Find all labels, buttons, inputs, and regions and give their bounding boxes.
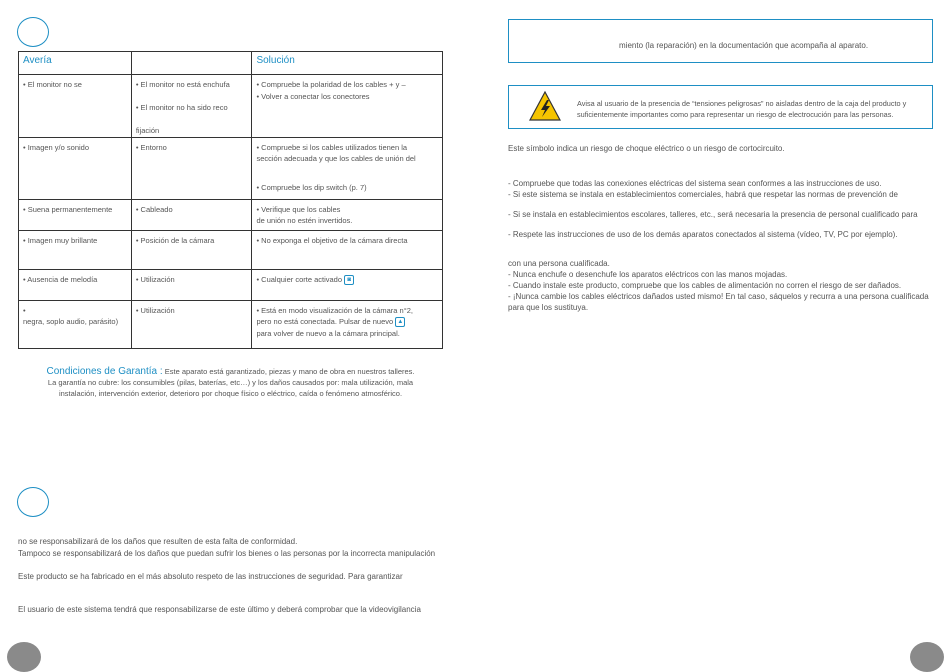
fault-cell: [19, 199, 132, 230]
warranty-title: Condiciones de Garantía :: [46, 366, 163, 377]
warranty-line-2: La garantía no cubre: los consumibles (pilas, baterías, etc…) y los daños causados por: mala utilización, mala: [47, 378, 414, 387]
header-cause: [131, 52, 252, 75]
list-item: - Respete las instrucciones de uso de los demás aparatos conectados al sistema (vídeo, TV, PC por ejemplo).: [508, 230, 898, 239]
symbol-explanation: Este símbolo indica un riesgo de choque eléctrico o un riesgo de cortocircuito.: [508, 144, 785, 153]
camera-cycle-icon: ▲: [395, 317, 405, 327]
cell-line: • Compruebe la polaridad de los cables + y –: [256, 80, 406, 89]
cell-line: • El monitor no está enchufa: [135, 80, 230, 89]
fault-cell: [19, 137, 132, 199]
solution-cell: [252, 199, 443, 230]
solution-cell: [252, 75, 443, 138]
cell-line: • Imagen y/o sonido: [23, 142, 89, 152]
list-item: - Cuando instale este producto, compruebe que los cables de alimentación no corren el riesgo de ser dañados.: [508, 281, 902, 290]
cell-line: • Cableado: [135, 204, 173, 214]
danger-voltage-box: [508, 85, 933, 129]
page-corner-dot-left: [7, 642, 41, 672]
camera-icon: ◙: [344, 275, 354, 285]
solution-cell: [252, 230, 443, 269]
cell-line: • Imagen muy brillante: [23, 235, 98, 245]
cell-line: •: [23, 305, 26, 315]
list-item: - Si se instala en establecimientos escolares, talleres, etc., será necesaria la presencia de personal cualificado para: [508, 210, 918, 219]
warranty-line-1: [18, 366, 443, 377]
section-marker-circle-top: [17, 17, 49, 47]
cell-line: de unión no estén invertidos.: [256, 216, 353, 225]
table-row: [19, 300, 443, 348]
table-row: [19, 230, 443, 269]
cell-line: • Volver a conectar los conectores: [256, 91, 370, 101]
solution-cell: [252, 137, 443, 199]
table-row: [19, 75, 443, 138]
cell-line: • Compruebe los dip switch (p. 7): [256, 182, 367, 192]
user-responsibility-line: El usuario de este sistema tendrá que responsabilizarse de este último y deberá comprobar que la videovigilancia: [18, 605, 421, 614]
list-item: para que los sustituya.: [508, 303, 589, 312]
solution-cell: [252, 300, 443, 348]
cell-line: • El monitor no se: [23, 80, 82, 89]
fault-cell: [19, 75, 132, 138]
cell-line: • Verifique que los cables: [256, 204, 341, 214]
warranty-block: [18, 366, 443, 399]
cell-line: • No exponga el objetivo de la cámara directa: [256, 235, 408, 245]
cell-line: • Ausencia de melodía: [23, 274, 98, 284]
responsibility-line-1: no se responsabilizará de los daños que resulten de esta falta de conformidad.: [18, 537, 298, 546]
cause-cell: [131, 300, 252, 348]
cell-line: • Utilización: [135, 305, 175, 315]
cause-cell: [131, 75, 252, 138]
cause-cell: [131, 230, 252, 269]
responsibility-line-2: Tampoco se responsabilizará de los daños que puedan sufrir los bienes o las personas por la incorrecta manipulación: [18, 549, 436, 558]
cause-cell: [131, 137, 252, 199]
table-row: [19, 137, 443, 199]
list-item: - ¡Nunca cambie los cables eléctricos dañados usted mismo! En tal caso, sáquelos y recurra a una persona cualificada: [508, 292, 929, 301]
list-item: - Nunca enchufe o desenchufe los aparatos eléctricos con las manos mojadas.: [508, 270, 788, 279]
danger-voltage-line-2: suficientemente importantes como para representar un riesgo de electrocución para las personas.: [577, 110, 894, 119]
page-corner-dot-right: [910, 642, 944, 672]
danger-voltage-line-1: Avisa al usuario de la presencia de “tensiones peligrosas” no aisladas dentro de la caja del producto y: [577, 99, 907, 108]
cell-line: sección adecuada y que los cables de unión del: [256, 154, 416, 163]
safety-line: Este producto se ha fabricado en el más absoluto respeto de las instrucciones de seguridad. Para garantizar: [18, 572, 403, 581]
cause-cell: [131, 269, 252, 300]
repair-notice-box: [508, 19, 933, 63]
section-marker-circle-bottom: [17, 487, 49, 517]
solution-cell: [252, 269, 443, 300]
cell-line: • Posición de la cámara: [135, 235, 215, 245]
cell-line: • Compruebe si los cables utilizados tienen la: [256, 142, 408, 152]
table-row: [19, 199, 443, 230]
cell-line: negra, soplo audio, parásito): [23, 317, 119, 326]
fault-cell: [19, 269, 132, 300]
warranty-line-3: instalación, intervención exterior, deterioro por choque físico o eléctrico, caída o fenómeno atmosférico.: [58, 389, 403, 398]
safety-rules-list: [508, 178, 933, 240]
cell-line: • El monitor no ha sido reco: [135, 103, 228, 112]
cell-line: • Utilización: [135, 274, 175, 284]
table-header-row: [19, 52, 443, 75]
cell-line: • Suena permanentemente: [23, 204, 113, 214]
cell-line: • Entorno: [135, 142, 167, 152]
header-solution: Solución: [252, 52, 443, 75]
cell-line: • Cualquier corte activado: [256, 274, 343, 284]
warranty-text: Este aparato está garantizado, piezas y mano de obra en nuestros talleres.: [162, 367, 415, 376]
cell-line: para volver de nuevo a la cámara principal.: [256, 328, 400, 338]
troubleshooting-table: [18, 51, 443, 349]
list-item: con una persona cualificada.: [508, 259, 610, 268]
safety-rules-list-2: [508, 258, 933, 313]
cell-line: fijación: [135, 126, 160, 135]
cell-line: pero no está conectada. Pulsar de nuevo: [256, 317, 394, 326]
cell-line: • Está en modo visualización de la cámara n°2,: [256, 305, 413, 315]
warning-lightning-icon: [528, 90, 562, 122]
list-item: - Compruebe que todas las conexiones eléctricas del sistema sean conformes a las instrucciones de uso.: [508, 179, 882, 188]
fault-cell: [19, 230, 132, 269]
list-item: - Si este sistema se instala en establecimientos comerciales, habrá que respetar las normas de prevención de: [508, 190, 898, 199]
cause-cell: [131, 199, 252, 230]
header-fault: Avería: [19, 52, 132, 75]
repair-notice-text: miento (la reparación) en la documentación que acompaña al aparato.: [619, 41, 869, 50]
table-row: [19, 269, 443, 300]
fault-cell: [19, 300, 132, 348]
